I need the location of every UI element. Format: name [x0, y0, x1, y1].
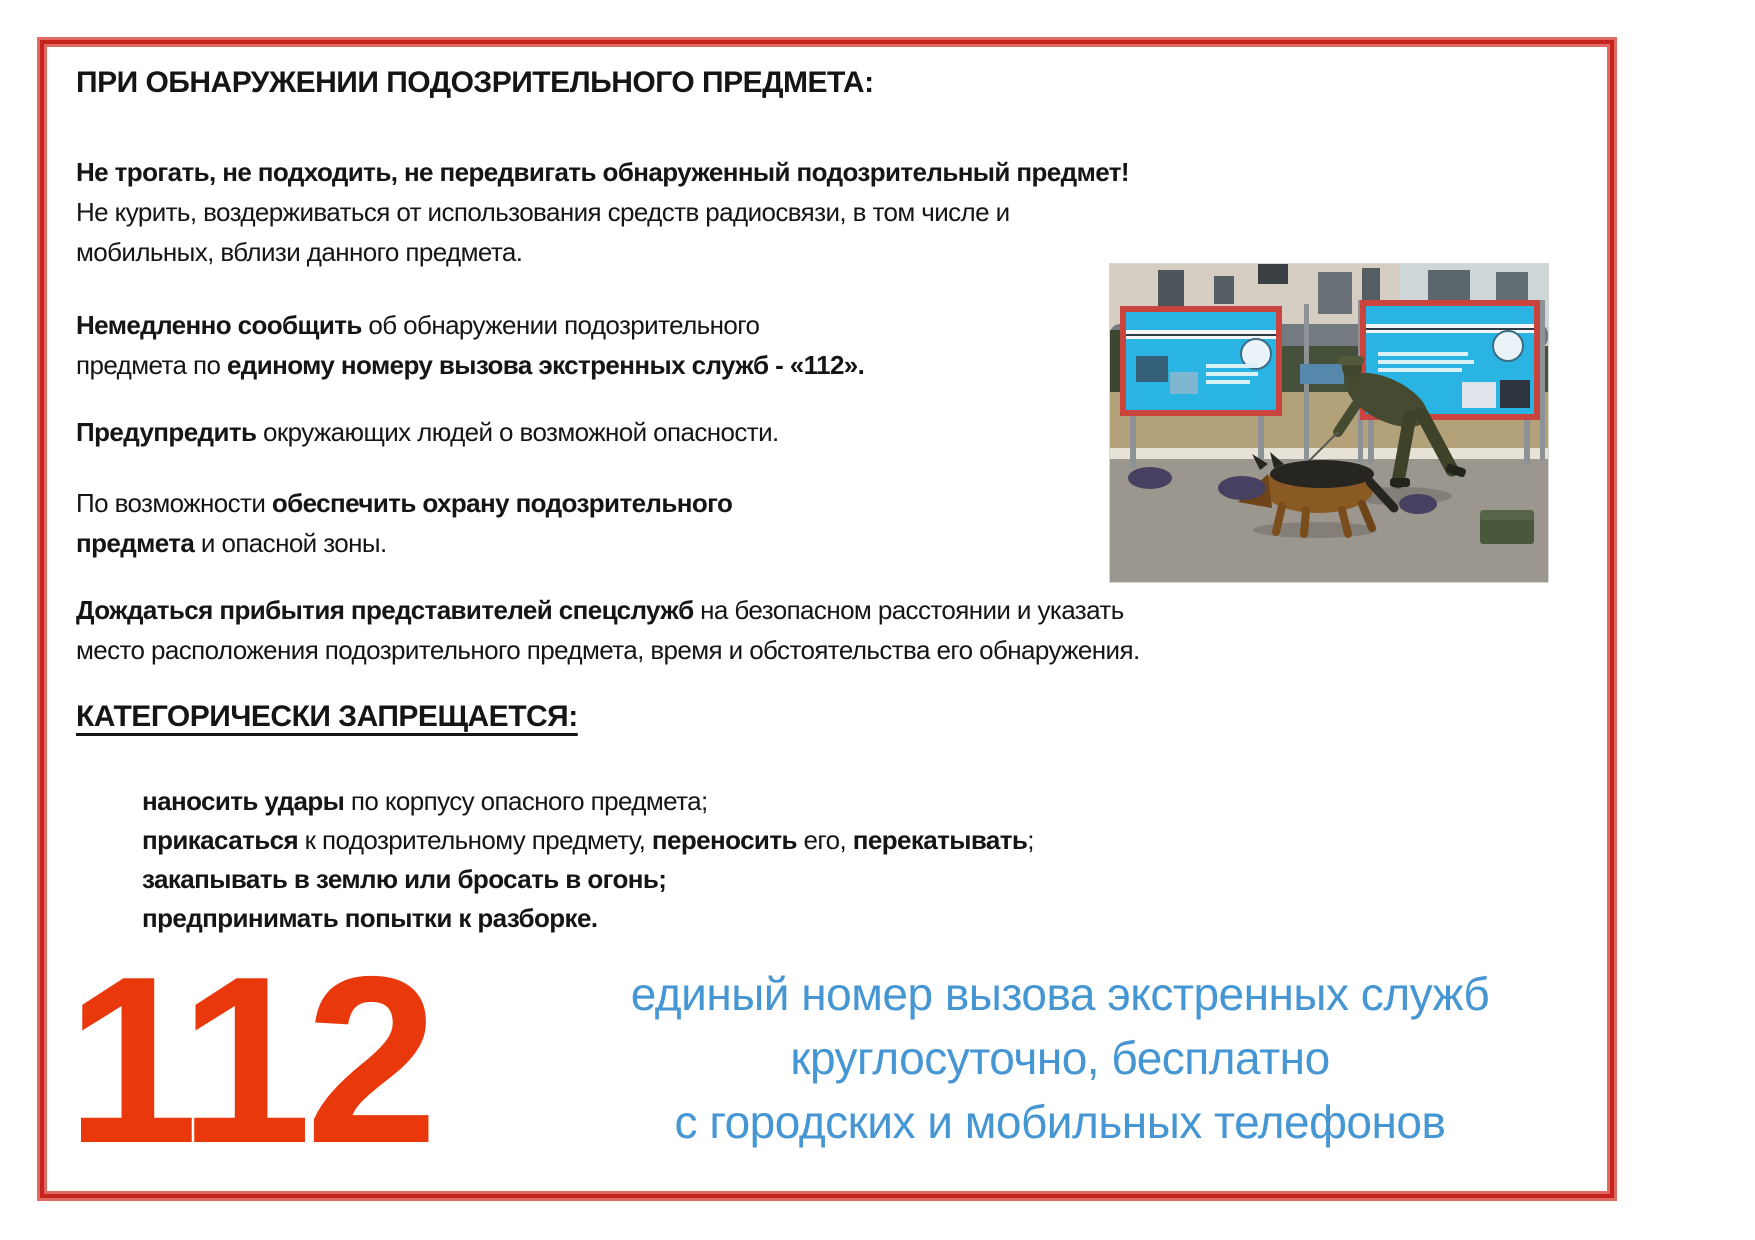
instruction-guard-object: По возможности обеспечить охрану подозрительного предмета и опасной зоны.	[76, 488, 733, 558]
instruction-report-112: Немедленно сообщить об обнаружении подозрительного предмета по единому номеру вызова экстренных служб - «112».	[76, 310, 865, 380]
tagline-line-2: круглосуточно, бесплатно	[790, 1032, 1330, 1084]
small-sign	[1300, 364, 1344, 384]
dog-inspection-photo	[1110, 264, 1548, 582]
emergency-number-112: 112	[66, 928, 432, 1193]
tagline-line-1: единый номер вызова экстренных служб	[630, 968, 1490, 1020]
tagline-line-3: с городских и мобильных телефонов	[674, 1096, 1446, 1148]
poster-title: ПРИ ОБНАРУЖЕНИИ ПОДОЗРИТЕЛЬНОГО ПРЕДМЕТА:	[76, 66, 874, 99]
instruction-wait-services: Дождаться прибытия представителей спецслужб на безопасном расстоянии и указать место расположения подозрительного предмета, время и обстоятельства его обнаружения.	[76, 595, 1140, 665]
prohibited-list: наносить удары по корпусу опасного предмета; прикасаться к подозрительному предмету, переносить его, перекатывать; закапывать в землю или бросать в огонь; предпринимать попытки к разборке.	[142, 786, 1034, 933]
instruction-do-not-touch: Не трогать, не подходить, не передвигать обнаруженный подозрительный предмет! Не курить, воздерживаться от использования средств радиосвязи, в том числе и мобильных, вблизи данного предмета.	[76, 157, 1129, 267]
prohibited-heading: КАТЕГОРИЧЕСКИ ЗАПРЕЩАЕТСЯ:	[76, 700, 578, 733]
emergency-tagline	[520, 962, 1600, 1154]
instruction-warn-people: Предупредить окружающих людей о возможной опасности.	[76, 417, 779, 447]
